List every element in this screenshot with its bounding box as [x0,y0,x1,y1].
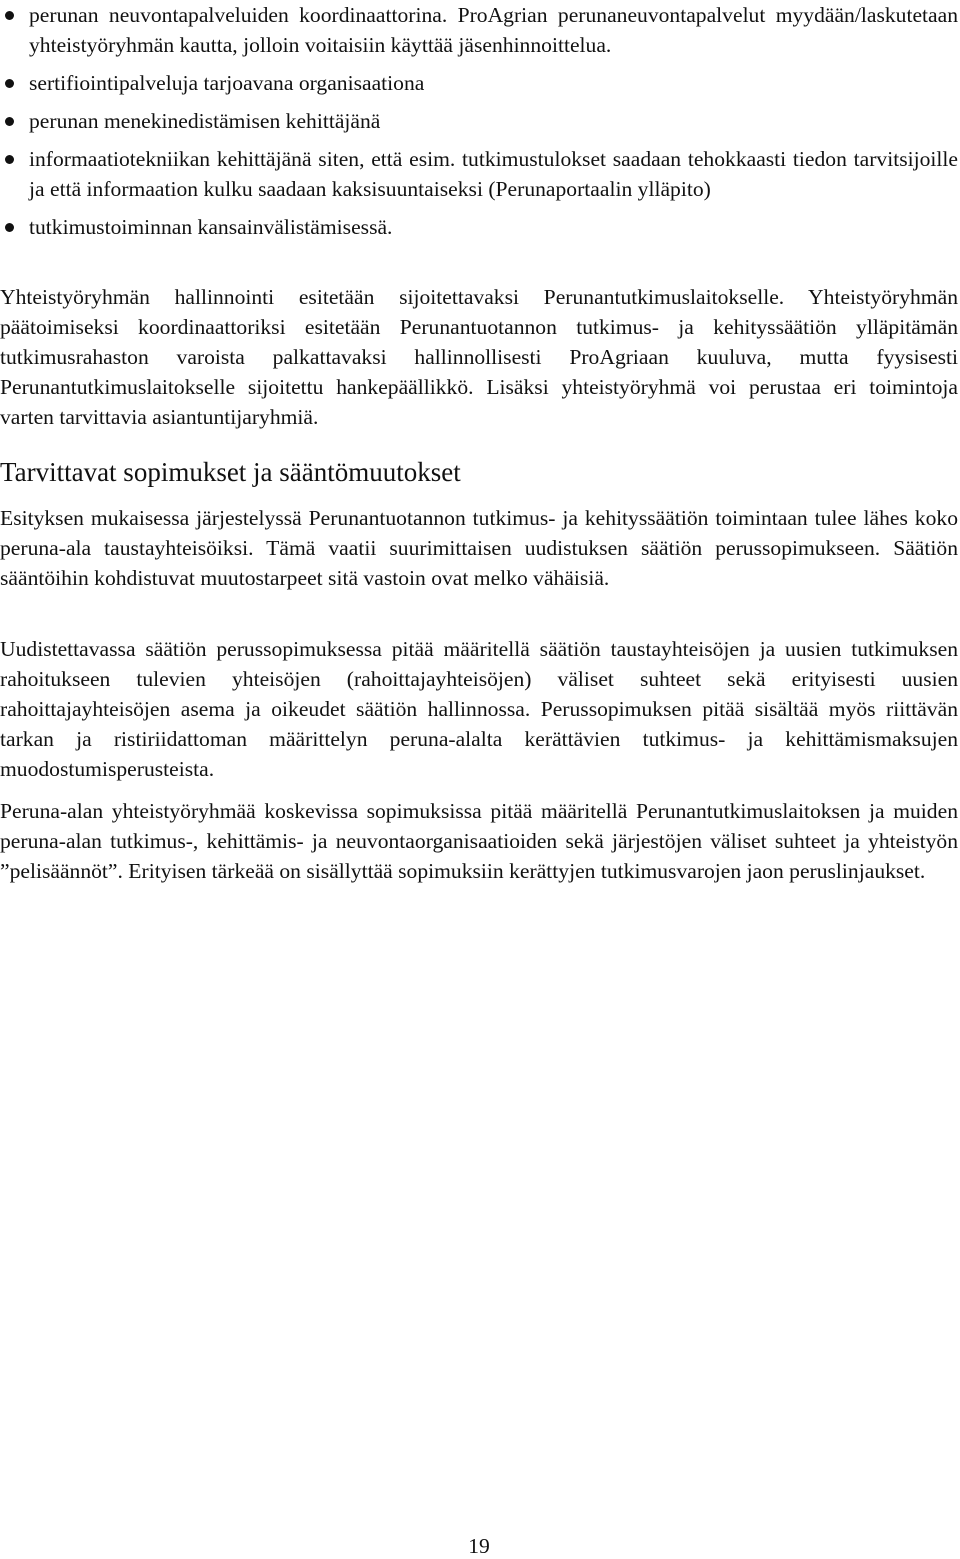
paragraph-hallinnointi: Yhteistyöryhmän hallinnointi esitetään sijoitettavaksi Perunantutkimuslaitokselle. Yhteistyöryhmän päätoimiseksi koordinaattoriksi esitetään Perunantuotannon tutkimus- ja kehityssäätiön ylläpitämän tutkimusrahaston varoista palkattavaksi hallinnollisesti ProAgriaan kuuluva, mutta fyysisesti Perunantutkimuslaitokselle sijoitettu hankepäällikkö. Lisäksi yhteistyöryhmä voi perustaa eri toimintoja varten tarvittavia asiantuntijaryhmiä. [0,285,958,429]
bullet-icon [5,79,14,88]
list-item-text: perunan neuvontapalveluiden koordinaattorina. ProAgrian perunaneuvontapalvelut myydään/laskutetaan yhteistyöryhmän kautta, jolloin voitaisiin käyttää jäsenhinnoittelua. [29,3,958,57]
page-number: 19 [468,1534,490,1558]
bullet-icon [5,11,14,20]
section-heading: Tarvittavat sopimukset ja sääntömuutokset [0,457,461,487]
list-item [0,144,958,204]
paragraph-yhteistyoryhma: Peruna-alan yhteistyöryhmää koskevissa sopimuksissa pitää määritellä Perunantutkimuslaitoksen ja muiden peruna-alan tutkimus-, kehittämis- ja neuvontaorganisaatioiden sekä järjestöjen väliset suhteet ja yhteistyön ”pelisäännöt”. Erityisen tärkeää on sisällyttää sopimuksiin kerättyjen tutkimusvarojen jaon peruslinjaukset. [0,799,958,883]
bullet-icon [5,117,14,126]
list-item [0,0,958,60]
list-item [0,68,958,98]
bullet-icon [5,223,14,232]
bullet-list [0,0,958,250]
list-item [0,106,958,136]
paragraph-perussopimus: Uudistettavassa säätiön perussopimuksessa pitää määritellä säätiön taustayhteisöjen ja uusien tutkimuksen rahoitukseen tulevien yhteisöjen (rahoittajayhteisöjen) väliset suhteet sekä erityisesti uusien rahoittajayhteisöjen asema ja oikeudet säätiön hallinnossa. Perussopimuksen pitää sisältää myös riittävän tarkan ja ristiriidattoman määrittelyn peruna-alalta kerättävien tutkimus- ja kehittämismaksujen muodostumisperusteista. [0,637,958,781]
list-item-text: informaatiotekniikan kehittäjänä siten, että esim. tutkimustulokset saadaan tehokkaasti tiedon tarvitsijoille ja että informaation kulku saadaan kaksisuuntaiseksi (Perunaportaalin ylläpito) [29,147,958,201]
paragraph-jarjestely: Esityksen mukaisessa järjestelyssä Perunantuotannon tutkimus- ja kehityssäätiön toimintaan tulee lähes koko peruna-ala taustayhteisöiksi. Tämä vaatii suurimittaisen uudistuksen säätiön perussopimukseen. Säätiön sääntöihin kohdistuvat muutostarpeet sitä vastoin ovat melko vähäisiä. [0,506,958,590]
bullet-icon [5,155,14,164]
list-item-text: sertifiointipalveluja tarjoavana organisaationa [29,71,425,95]
list-item-text: perunan menekinedistämisen kehittäjänä [29,109,381,133]
list-item-text: tutkimustoiminnan kansainvälistämisessä. [29,215,393,239]
list-item [0,212,958,242]
